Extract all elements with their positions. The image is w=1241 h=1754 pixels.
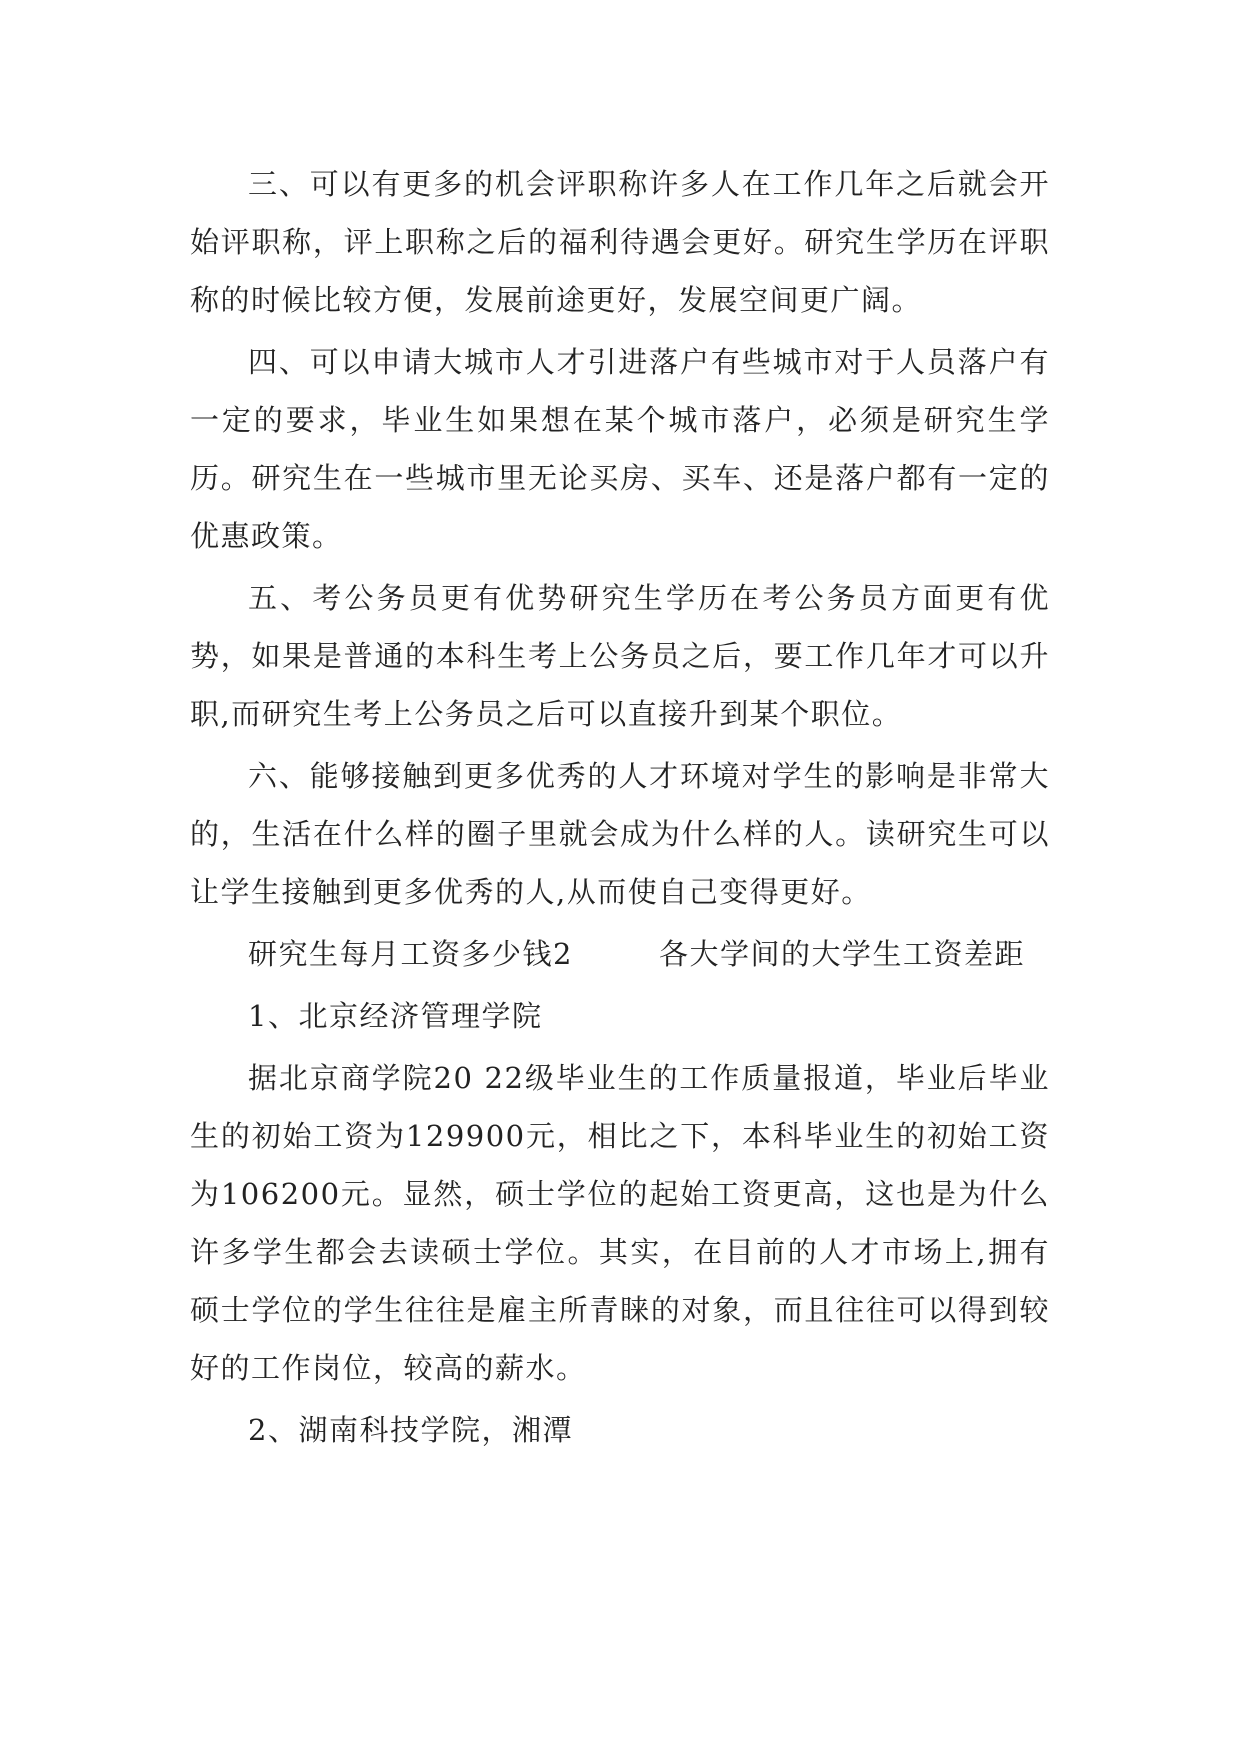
paragraph-salary-report: 据北京商学院20 22级毕业生的工作质量报道，毕业后毕业生的初始工资为129900元，相比之下，本科毕业生的初始工资为106200元。显然，硕士学位的起始工资更高，这也是为什么许多学生都会去读硕士学位。其实，在目前的人才市场上,拥有硕士学位的学生往往是雇主所青睐的对象，而且往往可以得到较好的工作岗位，较高的薪水。 bbox=[190, 1061, 1050, 1385]
paragraph-four: 四、可以申请大城市人才引进落户有些城市对于人员落户有一定的要求，毕业生如果想在某个城市落户，必须是研究生学历。研究生在一些城市里无论买房、买车、还是落户都有一定的优惠政策。 bbox=[190, 345, 1050, 553]
section-heading bbox=[190, 925, 1050, 983]
section-heading-right: 各大学间的大学生工资差距 bbox=[658, 937, 1025, 971]
subheading-hunan: 2、湖南科技学院，湘潭 bbox=[248, 1413, 573, 1447]
paragraph-six: 六、能够接触到更多优秀的人才环境对学生的影响是非常大的，生活在什么样的圈子里就会成为什么样的人。读研究生可以让学生接触到更多优秀的人,从而使自己变得更好。 bbox=[190, 759, 1050, 909]
document-body bbox=[190, 155, 1050, 1463]
paragraph-three: 三、可以有更多的机会评职称许多人在工作几年之后就会开始评职称，评上职称之后的福利待遇会更好。研究生学历在评职称的时候比较方便，发展前途更好，发展空间更广阔。 bbox=[190, 167, 1050, 317]
section-heading-left: 研究生每月工资多少钱2 bbox=[248, 937, 573, 971]
subheading-beijing: 1、北京经济管理学院 bbox=[248, 999, 543, 1033]
paragraph-five: 五、考公务员更有优势研究生学历在考公务员方面更有优势，如果是普通的本科生考上公务员之后，要工作几年才可以升职,而研究生考上公务员之后可以直接升到某个职位。 bbox=[190, 581, 1050, 731]
